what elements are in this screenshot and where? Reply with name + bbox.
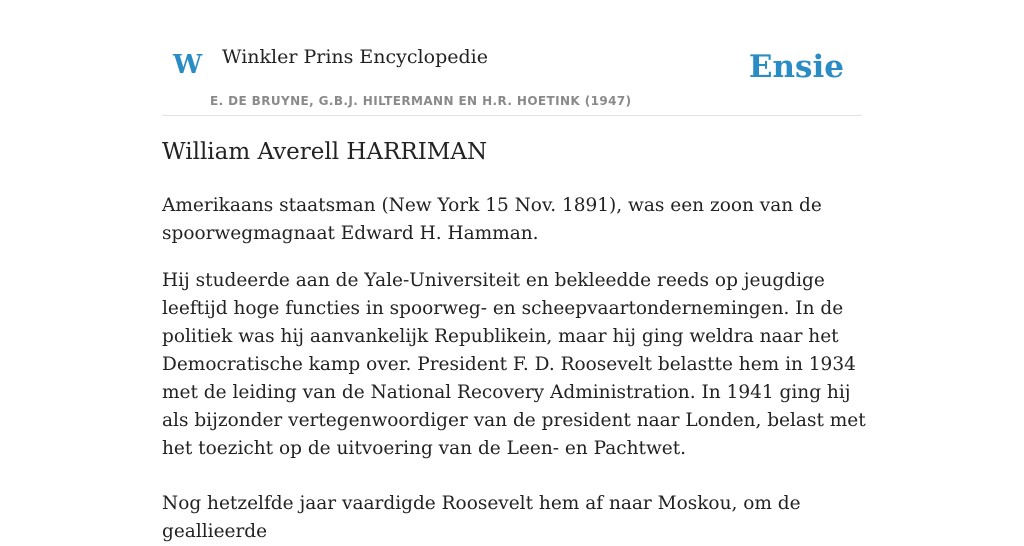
article-title: William Averell HARRIMAN <box>162 139 488 165</box>
ensie-logo[interactable]: Ensie <box>748 49 844 85</box>
publication-authors: E. DE BRUYNE, G.B.J. HILTERMANN EN H.R. HOETINK (1947) <box>210 94 632 108</box>
article-paragraph-3: Nog hetzelfde jaar vaardigde Roosevelt hem af naar Moskou, om de geallieerde <box>162 493 801 542</box>
article-paragraph-2: Hij studeerde aan de Yale-Universiteit en bekleedde reeds op jeugdige leeftijd hoge functies in spoorweg- en scheepvaartondernemingen. In de politiek was hij aanvankelijk Republikein, maar hij ging weldra naar het Democratische kamp over. President F. D. Roosevelt belastte hem in 1934 met de leiding van de National Recovery Administration. In 1941 ging hij als bijzonder vertegenwoordiger van de president naar Londen, belast met het toezicht op de uitvoering van de Leen- en Pachtwet. <box>162 270 866 459</box>
publication-logo[interactable]: W <box>173 50 203 80</box>
article-paragraph-1: Amerikaans staatsman (New York 15 Nov. 1891), was een zoon van de spoorwegmagnaat Edward H. Hamman. <box>162 195 822 244</box>
publication-header <box>162 0 862 116</box>
publication-title[interactable]: Winkler Prins Encyclopedie <box>222 46 488 68</box>
page-container <box>162 0 866 542</box>
